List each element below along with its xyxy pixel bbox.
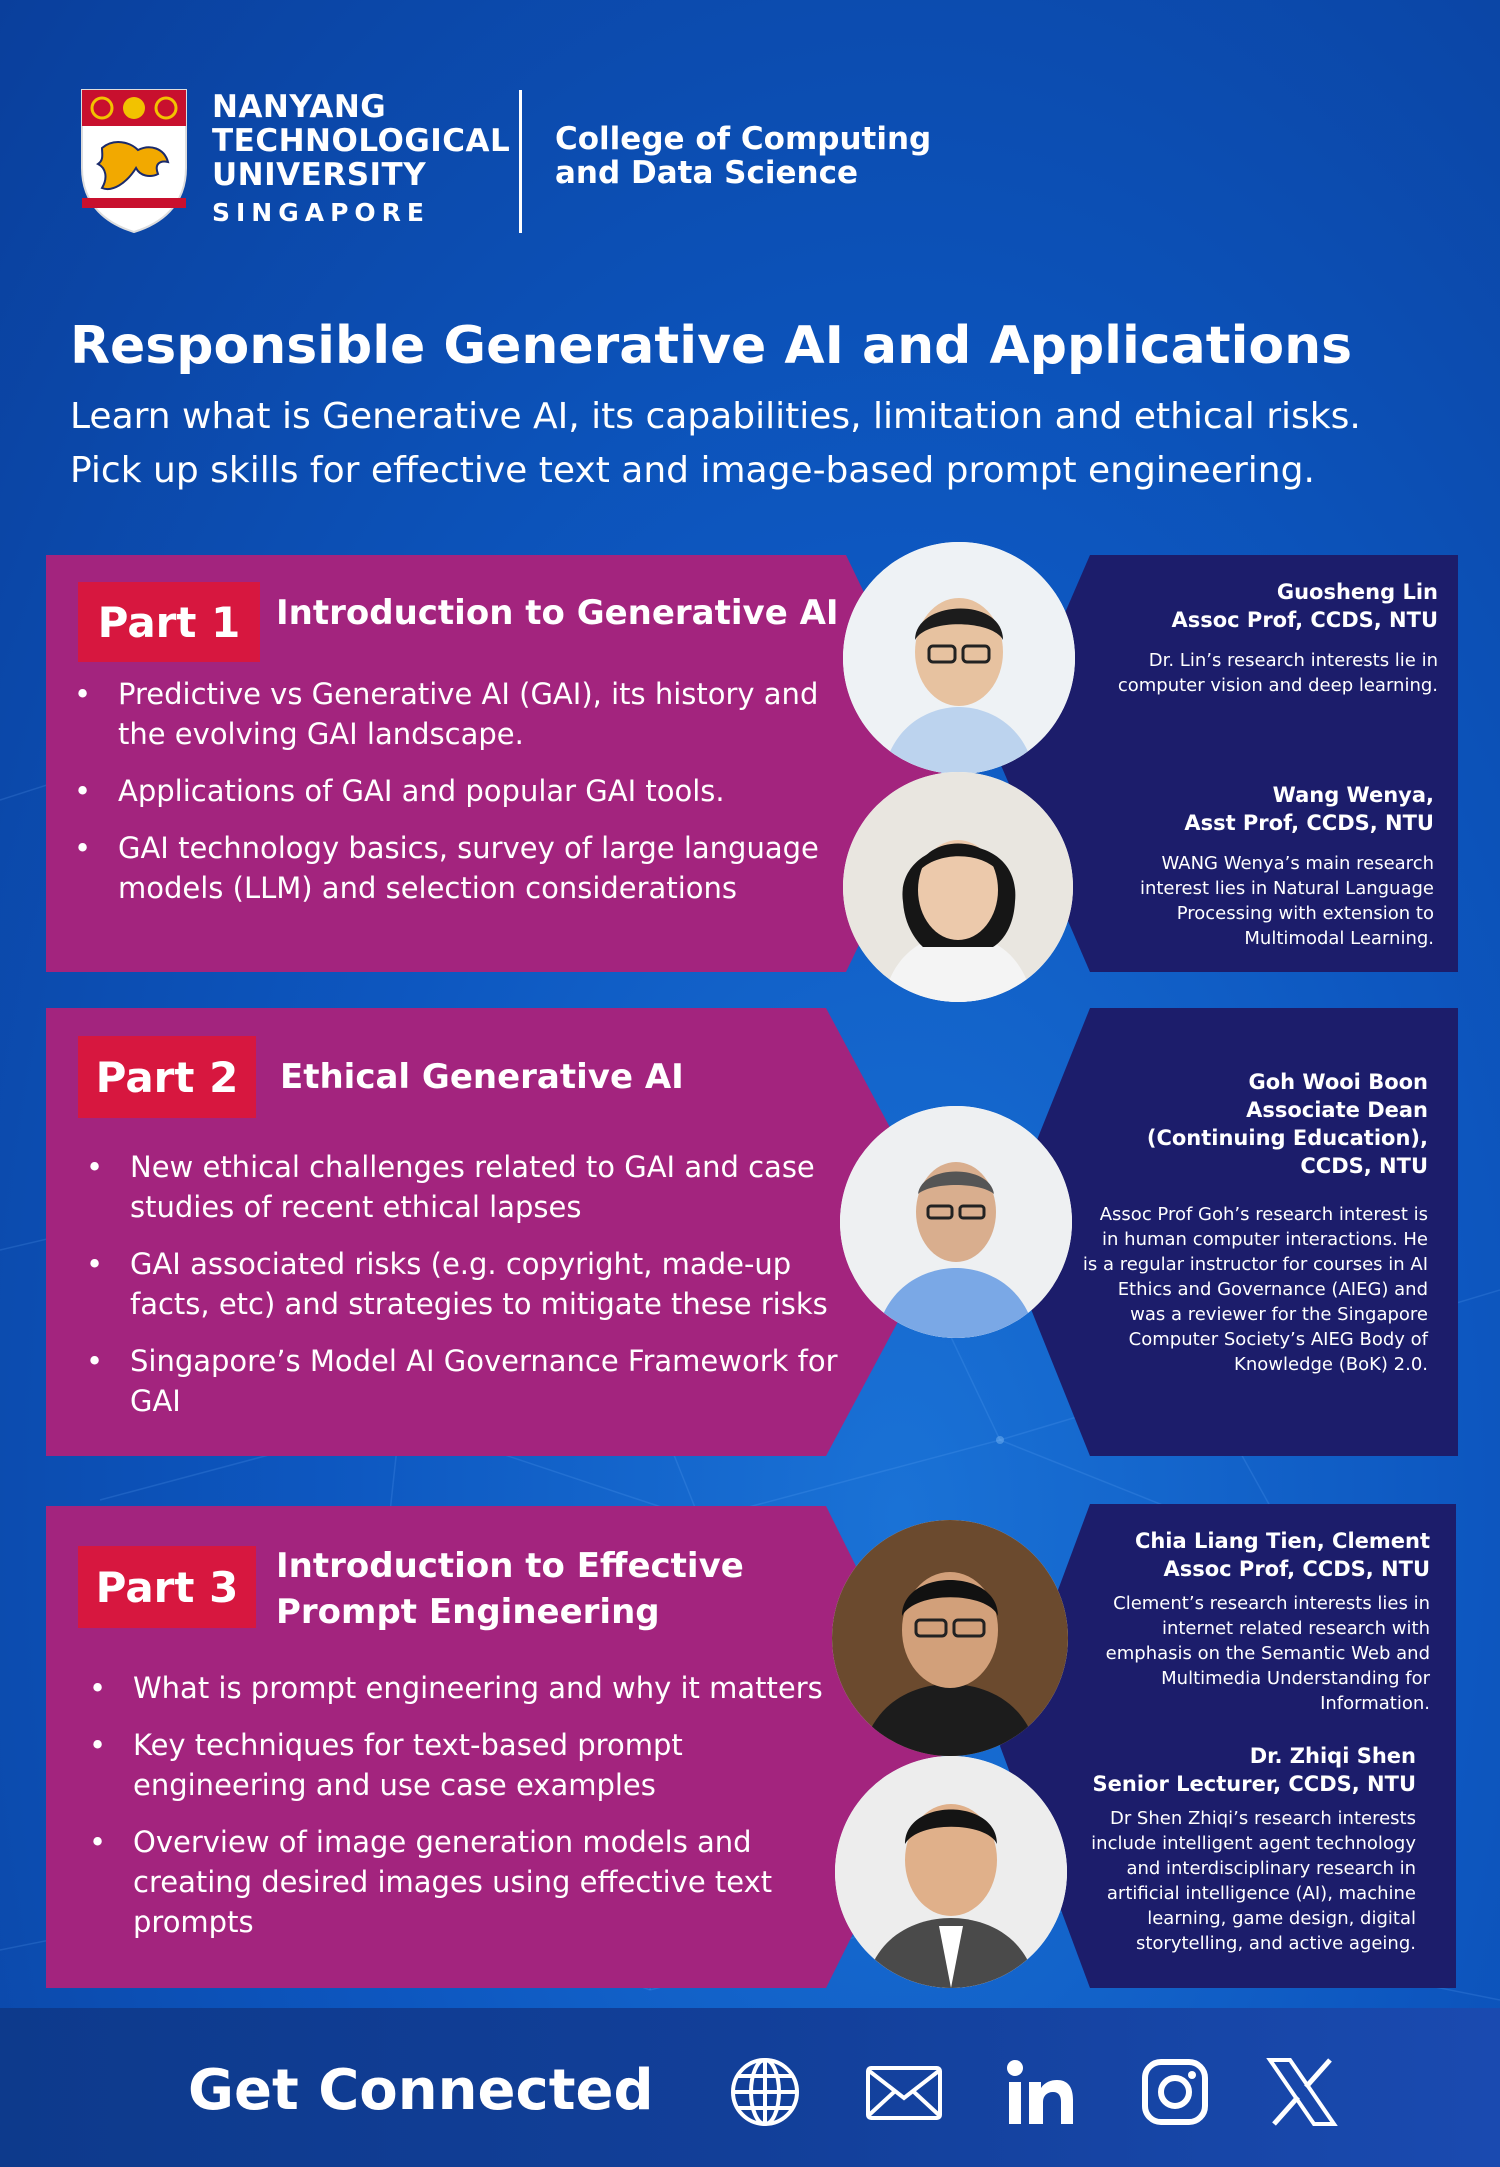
description-line: learning, game design, digital <box>1147 1908 1416 1929</box>
part2-title: Ethical Generative AI <box>280 1057 684 1097</box>
speaker-photo-wang-wenya <box>843 772 1073 1002</box>
speaker-role: Asst Prof, CCDS, NTU <box>1184 811 1434 835</box>
speaker-bio <box>1050 1527 1430 1716</box>
description-line: internet related research with <box>1161 1618 1430 1639</box>
description-line: Processing with extension to <box>1176 903 1434 924</box>
list-item: • New ethical challenges related to GAI and case studies of recent ethical lapses <box>86 1150 815 1224</box>
speaker-description <box>1058 648 1438 698</box>
description-line: interest lies in Natural Language <box>1139 878 1434 899</box>
bullet-line: facts, etc) and strategies to mitigate these risks <box>130 1287 828 1321</box>
bullet-line: Singapore’s Model AI Governance Framework for <box>130 1344 838 1378</box>
page-subtitle <box>70 390 1470 498</box>
person-icon <box>843 772 1073 1002</box>
bullet-line: models (LLM) and selection considerations <box>118 871 737 905</box>
subtitle-line: Pick up skills for effective text and image-based prompt engineering. <box>70 450 1315 491</box>
speaker-description <box>1054 851 1434 951</box>
speaker-description <box>1008 1202 1428 1377</box>
speaker-bio <box>1036 1742 1416 1956</box>
speaker-role: CCDS, NTU <box>1300 1154 1428 1178</box>
speaker-role: (Continuing Education), <box>1146 1126 1428 1150</box>
part3-label: Part 3 <box>78 1546 256 1628</box>
bullet-line: Key techniques for text-based prompt <box>133 1728 683 1762</box>
list-item: • Singapore’s Model AI Governance Framework for GAI <box>86 1344 838 1418</box>
college-line: College of Computing <box>555 121 932 157</box>
part2-label: Part 2 <box>78 1036 256 1118</box>
description-line: and interdisciplinary research in <box>1126 1858 1416 1879</box>
description-line: in human computer interactions. He <box>1102 1229 1428 1250</box>
speaker-name: Goh Wooi Boon <box>1248 1070 1428 1094</box>
university-line: UNIVERSITY <box>212 157 427 193</box>
bullet-line: New ethical challenges related to GAI and case <box>130 1150 815 1184</box>
speaker-photo-chia-liang-tien <box>832 1520 1068 1756</box>
title-line: Prompt Engineering <box>276 1592 660 1632</box>
ntu-logo <box>80 88 188 234</box>
part1-bullets <box>74 674 834 925</box>
page-title: Responsible Generative AI and Applications <box>70 316 1353 376</box>
description-line: Assoc Prof Goh’s research interest is <box>1099 1204 1428 1225</box>
university-name <box>212 90 510 230</box>
speaker-photo-zhiqi-shen <box>835 1756 1067 1988</box>
description-line: Dr Shen Zhiqi’s research interests <box>1109 1808 1416 1829</box>
x-icon[interactable] <box>1266 2056 1338 2128</box>
speaker-name: Guosheng Lin <box>1276 580 1438 604</box>
list-item: • What is prompt engineering and why it matters <box>89 1671 823 1705</box>
description-line: Knowledge (BoK) 2.0. <box>1234 1354 1428 1375</box>
list-item: • Overview of image generation models and creating desired images using effective text prompts <box>89 1825 773 1939</box>
description-line: Ethics and Governance (AIEG) and <box>1117 1279 1428 1300</box>
part2-bullets <box>86 1147 866 1438</box>
university-country: SINGAPORE <box>212 198 431 227</box>
bullet-line: creating desired images using effective text <box>133 1865 773 1899</box>
description-line: Clement’s research interests lies in <box>1113 1593 1430 1614</box>
person-icon <box>832 1520 1068 1756</box>
list-item: • GAI associated risks (e.g. copyright, made-up facts, etc) and strategies to mitigate these risks <box>86 1247 828 1321</box>
part1-title: Introduction to Generative AI <box>276 593 839 633</box>
bullet-line: GAI associated risks (e.g. copyright, made-up <box>130 1247 792 1281</box>
bullet-line: GAI technology basics, survey of large language <box>118 831 819 865</box>
speaker-role: Senior Lecturer, CCDS, NTU <box>1092 1772 1416 1796</box>
description-line: is a regular instructor for courses in AI <box>1082 1254 1428 1275</box>
bullet-line: Overview of image generation models and <box>133 1825 752 1859</box>
list-item: • Applications of GAI and popular GAI tools. <box>74 774 725 808</box>
college-line: and Data Science <box>555 155 858 191</box>
speaker-name: Dr. Zhiqi Shen <box>1249 1744 1416 1768</box>
list-item: • Key techniques for text-based prompt engineering and use case examples <box>89 1728 683 1802</box>
description-line: Information. <box>1320 1693 1430 1714</box>
description-line: emphasis on the Semantic Web and <box>1105 1643 1430 1664</box>
mail-icon[interactable] <box>864 2056 944 2128</box>
list-item: • GAI technology basics, survey of large language models (LLM) and selection considerations <box>74 831 819 905</box>
bullet-line: GAI <box>130 1384 181 1418</box>
speaker-role: Assoc Prof, CCDS, NTU <box>1163 1557 1430 1581</box>
speaker-role: Associate Dean <box>1246 1098 1428 1122</box>
description-line: Multimodal Learning. <box>1244 928 1434 949</box>
description-line: Computer Society’s AIEG Body of <box>1128 1329 1428 1350</box>
description-line: WANG Wenya’s main research <box>1161 853 1434 874</box>
description-line: Dr. Lin’s research interests lie in <box>1148 650 1438 671</box>
speaker-bio <box>1058 578 1438 698</box>
description-line: include intelligent agent technology <box>1091 1833 1416 1854</box>
part1-label: Part 1 <box>78 582 260 662</box>
bullet-line: the evolving GAI landscape. <box>118 717 524 751</box>
speaker-name: Wang Wenya, <box>1272 783 1434 807</box>
bullet-line: Predictive vs Generative AI (GAI), its history and <box>118 677 819 711</box>
list-item: • Predictive vs Generative AI (GAI), its history and the evolving GAI landscape. <box>74 677 819 751</box>
description-line: Multimedia Understanding for <box>1161 1668 1430 1689</box>
description-line: computer vision and deep learning. <box>1117 675 1438 696</box>
person-icon <box>835 1756 1067 1988</box>
speaker-name: Chia Liang Tien, Clement <box>1134 1529 1430 1553</box>
speaker-description <box>1036 1806 1416 1956</box>
instagram-icon[interactable] <box>1139 2056 1211 2128</box>
part3-title <box>276 1543 744 1635</box>
bullet-line: What is prompt engineering and why it matters <box>133 1671 823 1705</box>
speaker-bio <box>1008 1068 1428 1377</box>
header-divider <box>519 90 522 233</box>
globe-icon[interactable] <box>729 2056 801 2128</box>
person-icon <box>843 542 1075 774</box>
title-line: Introduction to Effective <box>276 1546 744 1586</box>
university-line: NANYANG <box>212 89 387 125</box>
subtitle-line: Learn what is Generative AI, its capabilities, limitation and ethical risks. <box>70 396 1361 437</box>
linkedin-icon[interactable] <box>1003 2056 1075 2128</box>
speaker-bio <box>1054 781 1434 951</box>
college-name <box>555 122 931 190</box>
bullet-line: engineering and use case examples <box>133 1768 656 1802</box>
university-line: TECHNOLOGICAL <box>212 123 511 159</box>
speaker-photo-guosheng-lin <box>843 542 1075 774</box>
description-line: storytelling, and active ageing. <box>1135 1933 1416 1954</box>
speaker-role: Assoc Prof, CCDS, NTU <box>1171 608 1438 632</box>
speaker-description <box>1050 1591 1430 1716</box>
bullet-line: studies of recent ethical lapses <box>130 1190 582 1224</box>
bullet-line: prompts <box>133 1905 254 1939</box>
bullet-line: Applications of GAI and popular GAI tools. <box>118 774 725 808</box>
description-line: was a reviewer for the Singapore <box>1130 1304 1428 1325</box>
description-line: artificial intelligence (AI), machine <box>1106 1883 1416 1904</box>
get-connected-heading: Get Connected <box>188 2058 654 2123</box>
part3-bullets <box>89 1668 869 1959</box>
